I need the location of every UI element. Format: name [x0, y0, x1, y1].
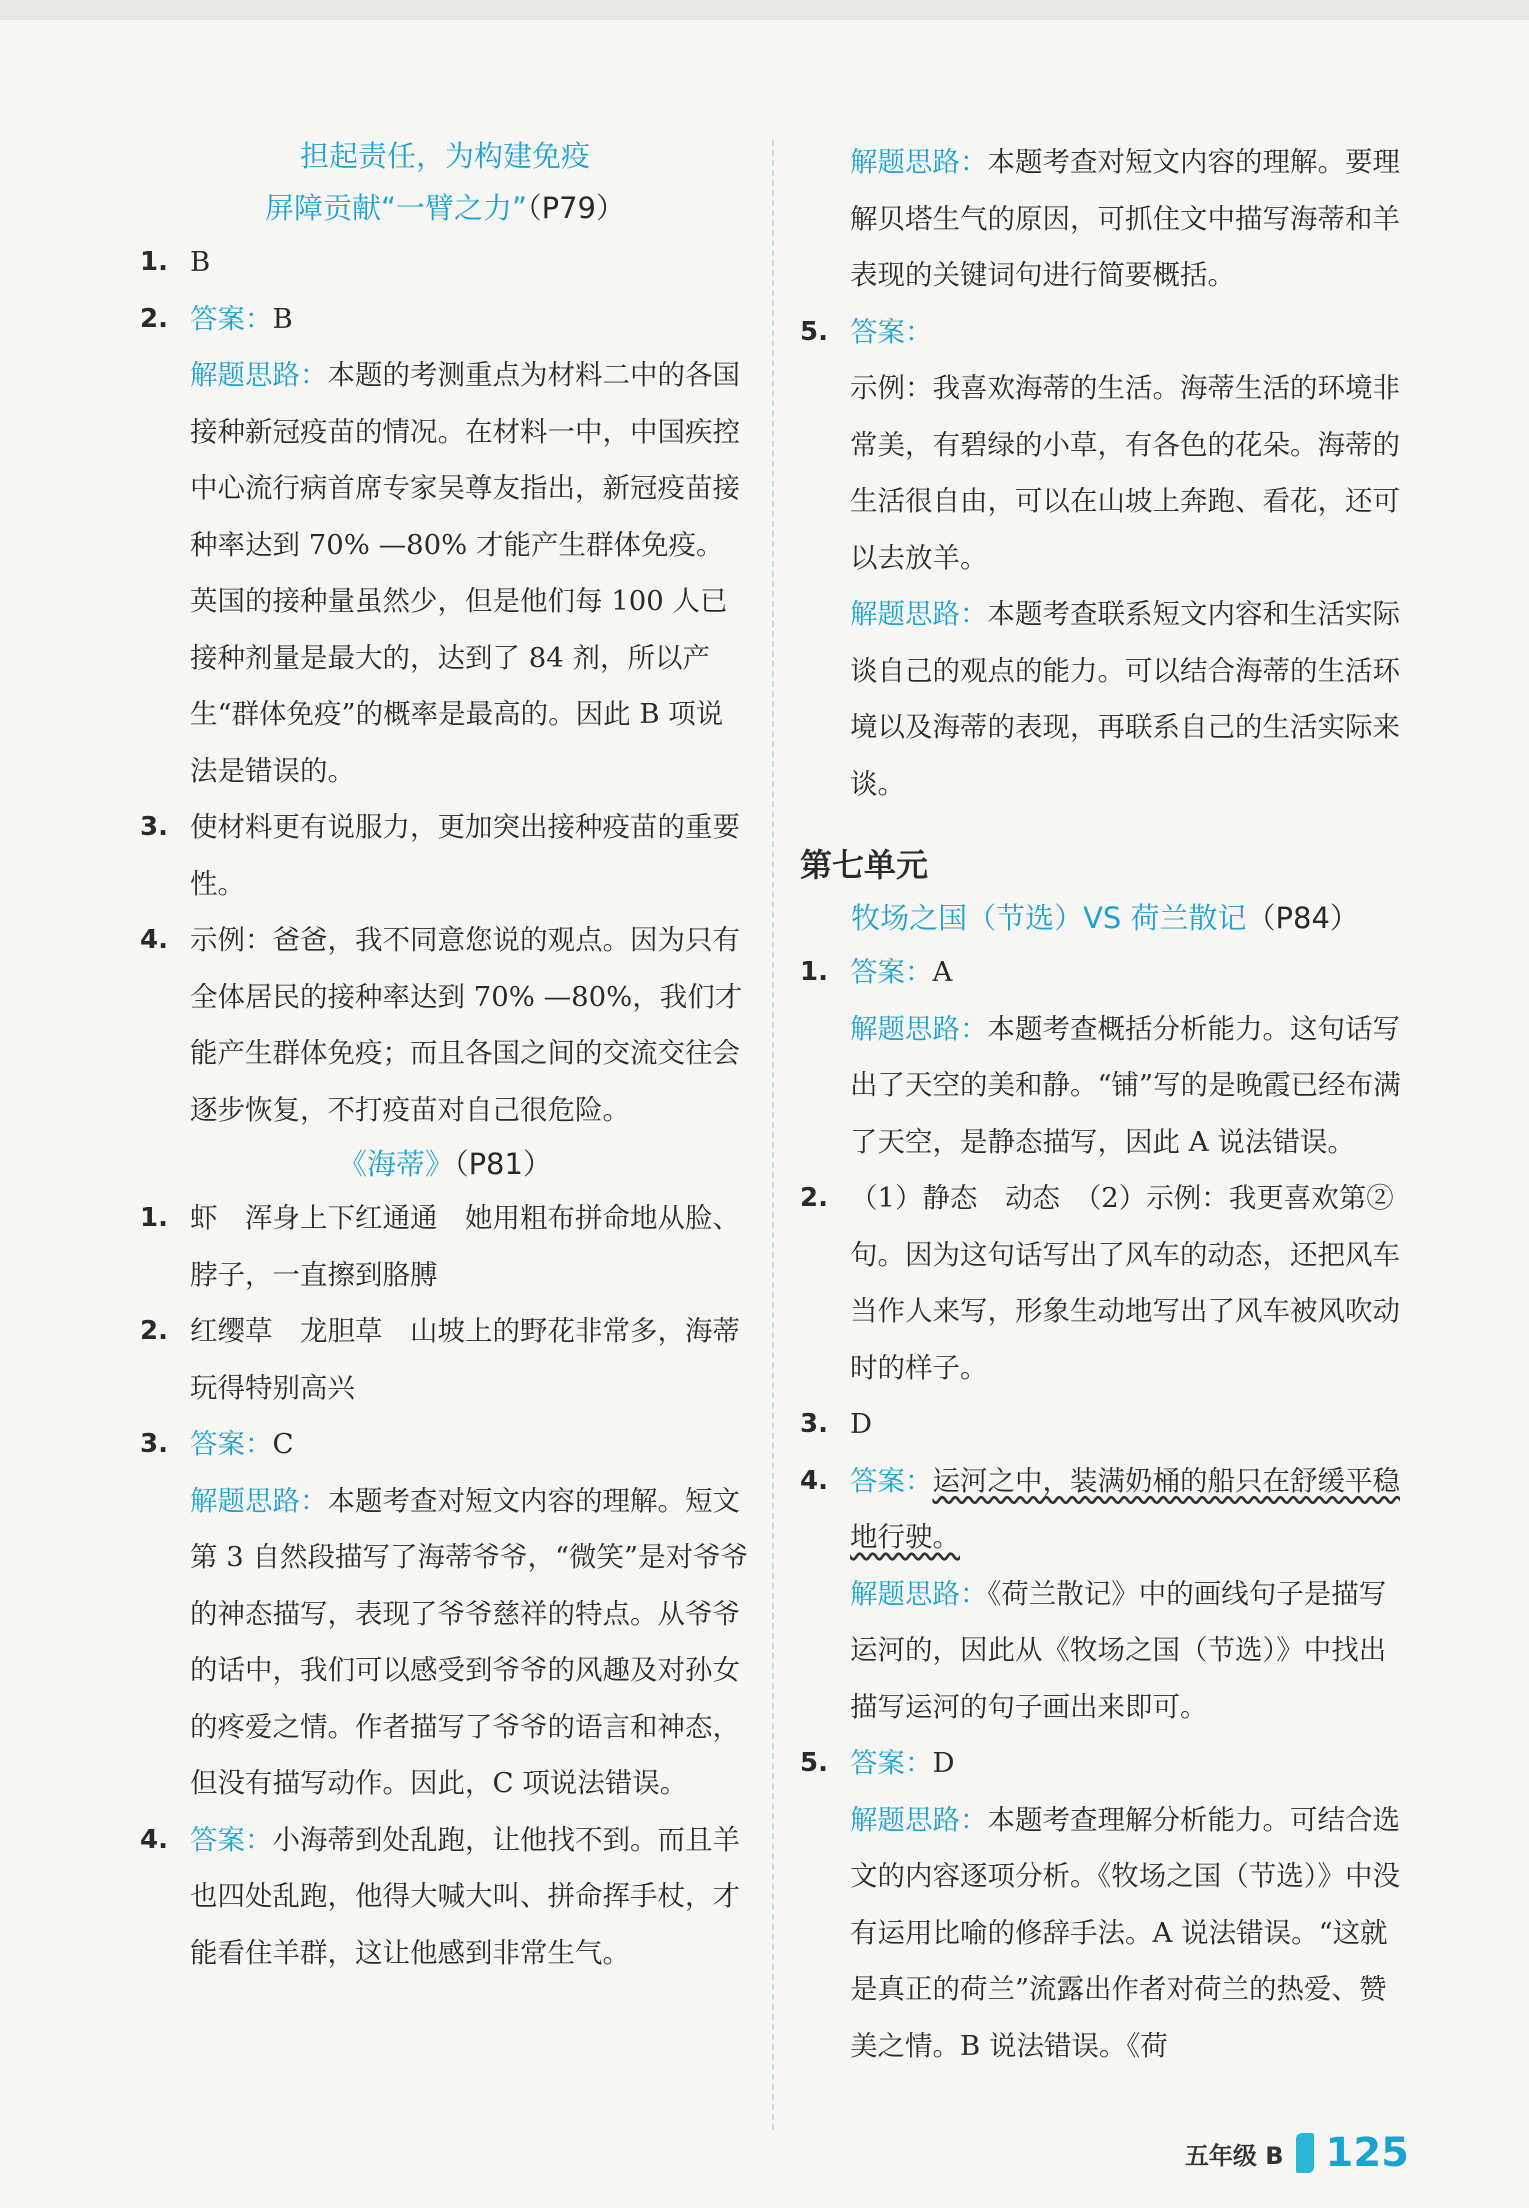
answer-text: D: [932, 1747, 955, 1779]
netherlands-item-3: [800, 1396, 1410, 1453]
heidi-item-3: [140, 1416, 750, 1812]
answer-label: 答案：: [850, 315, 933, 348]
title-text: 《海蒂》: [338, 1147, 455, 1181]
title-text: 牧场之国（节选）VS 荷兰散记: [851, 901, 1247, 935]
grade-label: 五年级 B: [1184, 2141, 1284, 2170]
answer-text: D: [850, 1408, 873, 1440]
column-divider: [772, 140, 774, 2130]
thinking-label: 解题思路：: [850, 146, 988, 178]
answer-item-1: [140, 234, 750, 291]
item-number: 4.: [800, 1465, 828, 1496]
page-ref: （P84）: [1246, 901, 1359, 935]
thinking-text: 本题考查概括分析能力。这句话写出了天空的美和静。“铺”写的是晚霞已经布满了天空，是静态描写，因此 A 说法错误。: [850, 1012, 1401, 1158]
item-number: 1.: [800, 957, 828, 987]
page-footer: [1185, 2130, 1409, 2176]
heidi-item-4: [140, 1812, 750, 1982]
thinking-label: 解题思路：: [190, 1484, 328, 1517]
heidi-item-5: [800, 304, 1410, 813]
heidi-item-2: [140, 1303, 750, 1416]
answer-label: 答案：: [190, 1428, 273, 1460]
thinking-label: 解题思路：: [850, 1577, 988, 1610]
item-number: 4.: [140, 1824, 168, 1855]
section-title-heidi: [140, 1138, 750, 1190]
item-number: 3.: [140, 1429, 168, 1459]
item-number: 5.: [800, 316, 828, 347]
item-number: 4.: [140, 925, 168, 955]
answer-text: （1）静态 动态 （2）示例：我更喜欢第②句。因为这句话写出了风车的动态，还把风车当作人来写，形象生动地写出了风车被风吹动时的样子。: [850, 1182, 1400, 1384]
section-title-vaccine: 担起责任，为构建免疫: [299, 139, 590, 173]
thinking-label: 解题思路：: [850, 598, 988, 630]
item-number: 3.: [140, 812, 168, 842]
thinking-text: 本题考查对短文内容的理解。短文第 3 自然段描写了海蒂爷爷，“微笑”是对爷爷的神态描写，表现了爷爷慈祥的特点。从爷爷的话中，我们可以感受到爷爷的风趣及对孙女的疼爱之情。作者描写了爷爷的语言和神态，但没有描写动作。因此，C 项说法错误。: [190, 1484, 749, 1799]
item-number: 1.: [140, 247, 168, 277]
section-title-vaccine-2: [140, 182, 750, 234]
item-number: 1.: [140, 1203, 168, 1233]
answer-text: B: [190, 246, 211, 278]
answer-item-4: [140, 912, 750, 1138]
answer-text: 虾 浑身上下红通通 她用粗布拼命地从脸、脖子，一直擦到胳膊: [190, 1202, 740, 1291]
thinking-label: 解题思路：: [850, 1803, 988, 1836]
heidi-item-4-thinking: [800, 134, 1410, 304]
answer-label: 答案：: [850, 1747, 933, 1779]
left-column: [140, 130, 750, 1981]
heidi-item-1: [140, 1190, 750, 1303]
answer-text: C: [272, 1428, 294, 1460]
page-top-edge: [0, 0, 1529, 20]
answer-text: 小海蒂到处乱跑，让他找不到。而且羊也四处乱跑，他得大喊大叫、拼命挥手杖，才能看住羊群，这让他感到非常生气。: [190, 1823, 740, 1969]
answer-text: B: [272, 302, 293, 335]
bookmark-icon: [1296, 2133, 1314, 2173]
thinking-text: 本题考查联系短文内容和生活实际谈自己的观点的能力。可以结合海蒂的生活环境以及海蒂的表现，再联系自己的生活实际来谈。: [850, 598, 1400, 800]
answer-item-2: [140, 291, 750, 800]
answer-label: 答案：: [190, 1823, 273, 1856]
unit-title: 第七单元: [800, 846, 929, 884]
page-ref: （P79）: [527, 191, 625, 225]
answer-item-3: [140, 799, 750, 912]
answer-text: 使材料更有说服力，更加突出接种疫苗的重要性。: [190, 811, 740, 900]
thinking-text: 本题的考测重点为材料二中的各国接种新冠疫苗的情况。在材料一中，中国疾控中心流行病首席专家吴尊友指出，新冠疫苗接种率达到 70% —80% 才能产生群体免疫。英国的接种量虽然少，但是他们每 100 人已接种剂量是最大的，达到了 84 剂，所以产生“群体免疫”的概率是最高的。因此 B 项说法是错误的。: [190, 359, 740, 787]
title-text: 屏障贡献“一臂之力”: [265, 191, 528, 225]
netherlands-item-1: [800, 944, 1410, 1170]
item-number: 2.: [800, 1183, 828, 1213]
netherlands-item-4: [800, 1453, 1410, 1736]
answer-text: 红缨草 龙胆草 山坡上的野花非常多，海蒂玩得特别高兴: [190, 1315, 740, 1404]
right-column: [800, 134, 1410, 2074]
netherlands-item-2: [800, 1170, 1410, 1396]
thinking-text: 本题考查对短文内容的理解。要理解贝塔生气的原因，可抓住文中描写海蒂和羊表现的关键词句进行简要概括。: [850, 146, 1400, 291]
answer-label: 答案：: [850, 1464, 933, 1497]
answer-text: A: [932, 956, 953, 988]
item-number: 5.: [800, 1748, 828, 1778]
answer-text: 示例：爸爸，我不同意您说的观点。因为只有全体居民的接种率达到 70% —80%，我们才能产生群体免疫；而且各国之间的交流交往会逐步恢复，不打疫苗对自己很危险。: [190, 924, 743, 1126]
thinking-text: 本题考查理解分析能力。可结合选文的内容逐项分析。《牧场之国（节选）》中没有运用比喻的修辞手法。A 说法错误。“这就是真正的荷兰”流露出作者对荷兰的热爱、赞美之情。B 说法错误。《荷: [850, 1803, 1400, 2062]
page-ref: （P81）: [454, 1147, 552, 1181]
thinking-label: 解题思路：: [850, 1012, 988, 1045]
item-number: 3.: [800, 1409, 828, 1439]
thinking-label: 解题思路：: [190, 359, 328, 391]
underlined-answer: 运河之中，装满奶桶的船只在舒缓平稳地行驶。: [850, 1464, 1400, 1553]
item-number: 2.: [140, 1316, 168, 1346]
answer-label: 答案：: [190, 302, 273, 335]
answer-text: 示例：我喜欢海蒂的生活。海蒂生活的环境非常美，有碧绿的小草，有各色的花朵。海蒂的生活很自由，可以在山坡上奔跑、看花，还可以去放羊。: [850, 372, 1400, 574]
page-number: 125: [1325, 2130, 1409, 2176]
netherlands-item-5: [800, 1735, 1410, 2074]
item-number: 2.: [140, 303, 168, 334]
answer-label: 答案：: [850, 956, 933, 988]
thinking-text: 《荷兰散记》中的画线句子是描写运河的，因此从《牧场之国（节选）》中找出描写运河的句子画出来即可。: [850, 1577, 1387, 1723]
section-title-netherlands: [800, 892, 1410, 944]
